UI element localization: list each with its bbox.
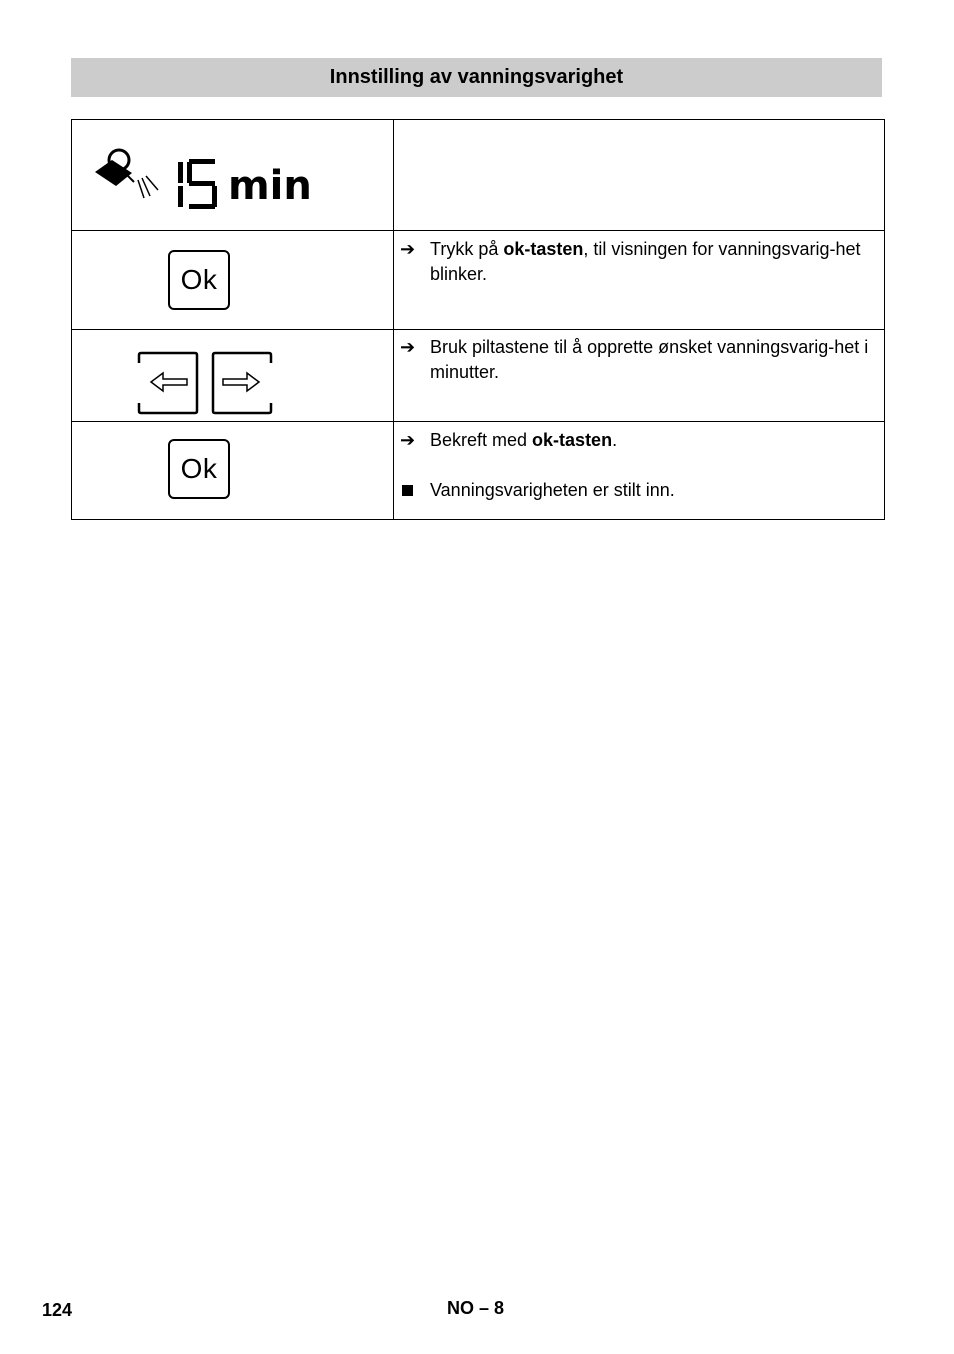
arrow-right-icon	[211, 351, 273, 415]
instruction-text: , til visningen for vanningsvarig-het blinker.	[430, 239, 861, 284]
table-row	[72, 231, 885, 330]
button-cell	[72, 231, 394, 330]
ok-button	[168, 439, 230, 499]
result-text: Vanningsvarigheten er stilt inn.	[430, 480, 675, 500]
instruction-cell	[394, 231, 885, 330]
segment-display	[172, 158, 228, 212]
table-row	[72, 422, 885, 520]
button-cell	[72, 422, 394, 520]
square-bullet-icon	[402, 485, 413, 496]
instruction-text: Trykk på	[430, 239, 504, 259]
steps-table	[71, 119, 885, 520]
arrow-marker-icon: ➔	[400, 337, 416, 357]
watering-can-icon	[92, 146, 172, 208]
instruction-2	[400, 335, 884, 385]
page-code: NO – 8	[447, 1298, 505, 1318]
ok-button-label: Ok	[180, 264, 218, 295]
empty-cell	[394, 120, 885, 231]
instruction-1	[400, 237, 884, 287]
instruction-key: ok-tasten	[532, 430, 613, 450]
instruction-text: Bekreft med	[430, 430, 533, 450]
instruction-key: ok-tasten	[503, 239, 584, 259]
page-number: 124	[42, 1300, 73, 1320]
section-title: Innstilling av vanningsvarighet	[329, 66, 624, 88]
table-row	[72, 330, 885, 422]
arrow-marker-icon: ➔	[400, 239, 416, 259]
instruction-text: Bruk piltastene til å opprette ønsket vanningsvarig-het i minutter.	[430, 337, 869, 382]
section-title-bar	[71, 58, 882, 97]
arrow-left-icon	[137, 351, 199, 415]
result-line	[400, 478, 884, 503]
arrow-marker-icon: ➔	[400, 430, 416, 450]
display-cell	[72, 120, 394, 231]
instruction-cell	[394, 422, 885, 520]
ok-button-label: Ok	[180, 453, 218, 484]
instruction-3	[400, 428, 884, 453]
instruction-cell	[394, 330, 885, 422]
display-unit: min	[228, 163, 312, 209]
table-row	[72, 120, 885, 231]
instruction-text: .	[612, 430, 618, 450]
button-cell	[72, 330, 394, 422]
ok-button	[168, 250, 230, 310]
